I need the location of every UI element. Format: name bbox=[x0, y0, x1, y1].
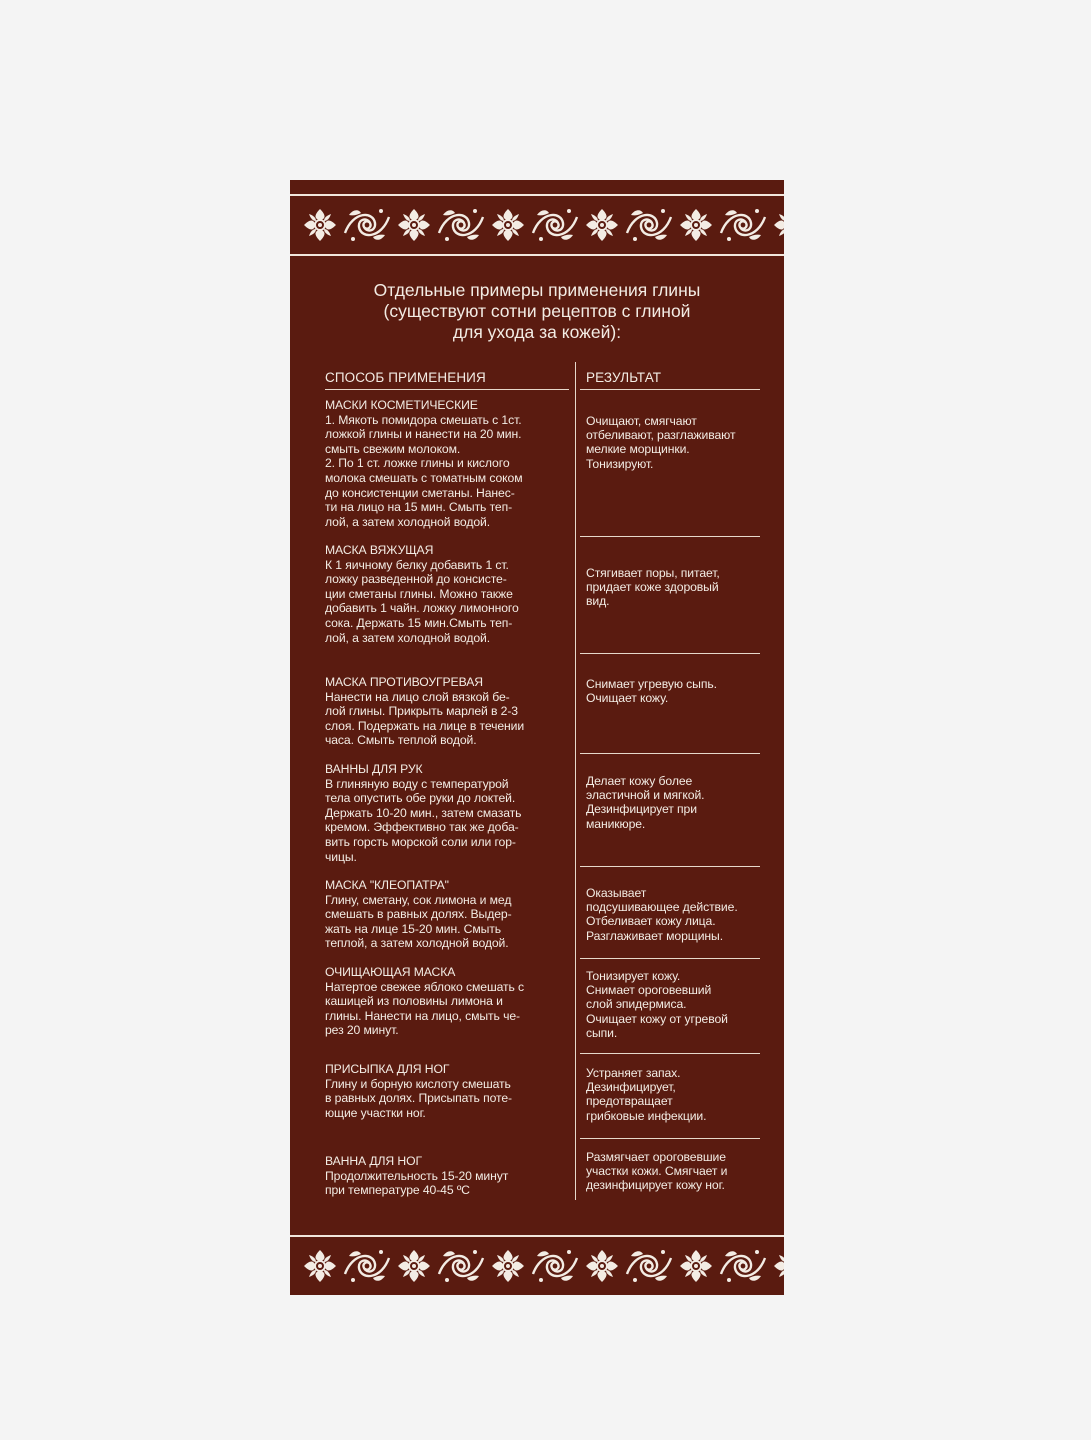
method-title: ВАННЫ ДЛЯ РУК bbox=[325, 762, 423, 776]
column-header-result: РЕЗУЛЬТАТ bbox=[586, 370, 662, 385]
result-cell bbox=[586, 969, 776, 1040]
method-cell bbox=[325, 965, 565, 1038]
method-line: чицы. bbox=[325, 849, 357, 864]
result-line: Устраняет запах. bbox=[586, 1066, 681, 1080]
result-line: Разглаживает морщины. bbox=[586, 928, 723, 943]
method-line: при температуре 40-45 ºС bbox=[325, 1183, 470, 1198]
result-line: дезинфицирует кожу ног. bbox=[586, 1178, 725, 1193]
method-title: ОЧИЩАЮЩАЯ МАСКА bbox=[325, 965, 456, 979]
method-cell bbox=[325, 675, 565, 748]
method-line: Натертое свежее яблоко смешать с bbox=[325, 979, 525, 994]
method-line: ложкой глины и нанести на 20 мин. bbox=[325, 427, 522, 442]
row-divider bbox=[580, 653, 760, 654]
result-cell bbox=[586, 414, 776, 471]
row-divider bbox=[580, 958, 760, 959]
result-line: Снимает ороговевший bbox=[586, 983, 712, 998]
result-line: отбеливают, разглаживают bbox=[586, 428, 736, 443]
method-line: 1. Мякоть помидора смешать с 1ст. bbox=[325, 412, 522, 427]
method-line: в равных долях. Присыпать поте- bbox=[325, 1091, 512, 1106]
row-divider bbox=[580, 1053, 760, 1054]
method-line: ти на лицо на 15 мин. Смыть теп- bbox=[325, 500, 513, 515]
result-line: маникюре. bbox=[586, 816, 646, 831]
result-line: предотвращает bbox=[586, 1094, 673, 1109]
method-title: ПРИСЫПКА ДЛЯ НОГ bbox=[325, 1062, 450, 1076]
method-title: МАСКИ КОСМЕТИЧЕСКИЕ bbox=[325, 398, 478, 412]
method-line: смыть свежим молоком. bbox=[325, 441, 461, 456]
method-cell bbox=[325, 1062, 565, 1120]
result-cell bbox=[586, 886, 776, 943]
method-line: часа. Смыть теплой водой. bbox=[325, 733, 477, 748]
result-line: Делает кожу более bbox=[586, 774, 693, 788]
clay-usage-panel bbox=[290, 180, 784, 1295]
ornament-border-top bbox=[290, 194, 784, 256]
method-cell bbox=[325, 398, 565, 529]
result-cell bbox=[586, 1150, 776, 1193]
result-cell bbox=[586, 1066, 776, 1123]
method-line: молока смешать с томатным соком bbox=[325, 470, 523, 485]
header-divider-left bbox=[325, 389, 569, 390]
method-line: Держать 10-20 мин., затем смазать bbox=[325, 805, 522, 820]
row-divider bbox=[580, 1138, 760, 1139]
method-line: теплой, а затем холодной водой. bbox=[325, 936, 509, 951]
result-line: слой эпидермиса. bbox=[586, 997, 687, 1012]
ornament-border-bottom bbox=[290, 1235, 784, 1295]
result-line: Очищает кожу от угревой bbox=[586, 1011, 728, 1026]
result-cell bbox=[586, 774, 776, 831]
result-line: придает коже здоровый bbox=[586, 580, 719, 595]
method-line: Глину и борную кислоту смешать bbox=[325, 1076, 511, 1091]
method-line: жать на лице 15-20 мин. Смыть bbox=[325, 921, 502, 936]
result-line: Снимает угревую сыпь. bbox=[586, 677, 717, 691]
result-line: грибковые инфекции. bbox=[586, 1108, 707, 1123]
method-line: Продолжительность 15-20 минут bbox=[325, 1168, 509, 1183]
heading-line-1: Отдельные примеры применения глины bbox=[373, 280, 701, 300]
method-title: МАСКА "КЛЕОПАТРА" bbox=[325, 878, 449, 892]
result-line: подсушивающее действие. bbox=[586, 900, 738, 915]
heading-line-2: (существуют сотни рецептов с глиной bbox=[383, 301, 691, 321]
row-divider bbox=[580, 536, 760, 537]
result-line: сыпи. bbox=[586, 1025, 618, 1040]
method-line: добавить 1 чайн. ложку лимонного bbox=[325, 601, 519, 616]
method-line: до консистенции сметаны. Нанес- bbox=[325, 485, 515, 500]
method-line: Глину, сметану, сок лимона и мед bbox=[325, 892, 512, 907]
method-line: В глиняную воду с температурой bbox=[325, 776, 509, 791]
result-line: Очищают, смягчают bbox=[586, 414, 697, 428]
result-line: Стягивает поры, питает, bbox=[586, 566, 720, 580]
method-line: ющие участки ног. bbox=[325, 1105, 426, 1120]
method-cell bbox=[325, 543, 565, 645]
method-line: смешать в равных долях. Выдер- bbox=[325, 907, 512, 922]
method-line: глины. Нанести на лицо, смыть че- bbox=[325, 1008, 520, 1023]
method-line: тела опустить обе руки до локтей. bbox=[325, 791, 516, 806]
floral-ornament-icon bbox=[290, 1237, 784, 1295]
row-divider bbox=[580, 753, 760, 754]
result-line: мелкие морщинки. bbox=[586, 442, 690, 457]
method-line: ции сметаны глины. Можно также bbox=[325, 586, 513, 601]
result-line: Дезинфицирует при bbox=[586, 802, 697, 817]
method-line: Нанести на лицо слой вязкой бе- bbox=[325, 689, 510, 704]
result-line: Тонизируют. bbox=[586, 456, 654, 471]
method-title: ВАННА ДЛЯ НОГ bbox=[325, 1154, 422, 1168]
column-header-method: СПОСОБ ПРИМЕНЕНИЯ bbox=[325, 370, 486, 385]
method-line: слоя. Подержать на лице в течении bbox=[325, 718, 525, 733]
result-line: Очищает кожу. bbox=[586, 691, 669, 706]
method-line: К 1 яичному белку добавить 1 ст. bbox=[325, 557, 509, 572]
result-cell bbox=[586, 566, 776, 609]
method-title: МАСКА ВЯЖУЩАЯ bbox=[325, 543, 434, 557]
method-line: лой глины. Прикрыть марлей в 2-3 bbox=[325, 704, 518, 719]
result-line: Тонизирует кожу. bbox=[586, 969, 681, 983]
column-divider bbox=[575, 362, 576, 1200]
result-cell bbox=[586, 677, 776, 705]
method-line: ложку разведенной до консисте- bbox=[325, 572, 507, 587]
method-line: лой, а затем холодной водой. bbox=[325, 514, 491, 529]
method-line: сока. Держать 15 мин.Смыть теп- bbox=[325, 615, 513, 630]
result-line: эластичной и мягкой. bbox=[586, 788, 705, 803]
method-title: МАСКА ПРОТИВОУГРЕВАЯ bbox=[325, 675, 483, 689]
method-cell bbox=[325, 762, 565, 864]
intro-heading bbox=[320, 280, 754, 343]
method-cell bbox=[325, 878, 565, 951]
header-divider-right bbox=[580, 389, 760, 390]
method-cell bbox=[325, 1154, 565, 1198]
result-line: Размягчает ороговевшие bbox=[586, 1150, 726, 1164]
method-line: лой, а затем холодной водой. bbox=[325, 630, 491, 645]
method-line: кремом. Эффективно так же доба- bbox=[325, 820, 519, 835]
method-line: кашицей из половины лимона и bbox=[325, 994, 503, 1009]
result-line: Дезинфицирует, bbox=[586, 1080, 676, 1095]
result-line: Оказывает bbox=[586, 886, 647, 900]
heading-line-3: для ухода за кожей): bbox=[452, 322, 622, 342]
method-line: вить горсть морской соли или гор- bbox=[325, 834, 516, 849]
result-line: участки кожи. Смягчает и bbox=[586, 1164, 728, 1179]
floral-ornament-icon bbox=[290, 196, 784, 254]
method-line: рез 20 минут. bbox=[325, 1023, 399, 1038]
result-line: Отбеливает кожу лица. bbox=[586, 914, 716, 929]
row-divider bbox=[580, 866, 760, 867]
method-line: 2. По 1 ст. ложке глины и кислого bbox=[325, 456, 510, 471]
result-line: вид. bbox=[586, 594, 610, 609]
